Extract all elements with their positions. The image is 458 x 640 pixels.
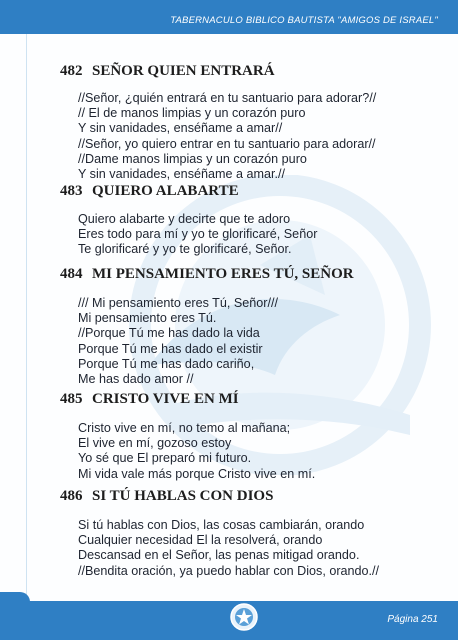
lyric-line: Yo sé que El preparó mi futuro.	[78, 451, 252, 466]
song-number: 482	[60, 63, 83, 79]
lyric-line: Porque Tú me has dado cariño,	[78, 356, 255, 371]
lyric-line: Me has dado amor //	[78, 372, 194, 387]
song-485-lyrics	[78, 421, 315, 482]
lyric-line: /// Mi pensamiento eres Tú, Señor///	[78, 296, 278, 310]
lyric-line: Cualquier necesidad El la resolverá, orando	[78, 533, 323, 548]
song-485-heading	[60, 389, 432, 409]
lyric-line: // El de manos limpias y un corazón puro	[78, 106, 306, 121]
song-title: QUIERO ALABARTE	[92, 183, 239, 199]
lyric-line: Te glorificaré y yo te glorificaré, Señor.	[78, 242, 292, 257]
lyric-line: Descansad en el Señor, las penas mitigad orando.	[78, 548, 360, 563]
lyric-line: Mi vida vale más porque Cristo vive en mí.	[78, 466, 316, 481]
song-number: 485	[60, 391, 83, 407]
lyric-line: Cristo vive en mí, no temo al mañana;	[78, 421, 291, 435]
lyric-line: //Señor, yo quiero entrar en tu santuario para adorar//	[78, 136, 376, 151]
song-title: CRISTO VIVE EN MÍ	[92, 391, 239, 407]
header-title: TABERNACULO BIBLICO BAUTISTA "AMIGOS DE ISRAEL"	[170, 15, 438, 26]
song-title: SI TÚ HABLAS CON DIOS	[92, 488, 274, 504]
song-483-heading	[60, 181, 432, 201]
lyric-line: Y sin vanidades, enséñame a amar.//	[78, 167, 285, 182]
header-band	[0, 0, 458, 34]
lyric-line: //Señor, ¿quién entrará en tu santuario para adorar?//	[78, 91, 377, 105]
lyric-line: //Porque Tú me has dado la vida	[78, 326, 260, 341]
lyric-line: Porque Tú me has dado el existir	[78, 341, 263, 356]
lyric-line: Quiero alabarte y decirte que te adoro	[78, 212, 291, 226]
lyric-line: //Bendita oración, ya puedo hablar con Dios, orando.//	[78, 563, 380, 578]
song-482-lyrics	[78, 91, 376, 182]
lyric-line: Y sin vanidades, enséñame a amar//	[78, 121, 283, 136]
lyric-line: //Dame manos limpias y un corazón puro	[78, 151, 307, 166]
lyric-line: Mi pensamiento eres Tú.	[78, 311, 217, 326]
song-number: 483	[60, 183, 83, 199]
song-486-lyrics	[78, 518, 379, 579]
lyric-line: Si tú hablas con Dios, las cosas cambiarán, orando	[78, 518, 365, 532]
page-number: Página 251	[387, 614, 438, 625]
lyric-line: Eres todo para mí y yo te glorificaré, Señor	[78, 227, 318, 242]
lyric-line: El vive en mí, gozoso estoy	[78, 436, 232, 451]
song-title: SEÑOR QUIEN ENTRARÁ	[92, 63, 275, 79]
song-484-heading	[60, 264, 432, 284]
church-logo-icon	[230, 603, 258, 631]
song-483-lyrics	[78, 212, 317, 258]
song-482-heading	[60, 61, 432, 81]
margin-rule	[26, 34, 27, 602]
song-number: 484	[60, 266, 83, 282]
song-484-lyrics	[78, 296, 278, 387]
song-title: MI PENSAMIENTO ERES TÚ, SEÑOR	[92, 266, 354, 282]
song-486-heading	[60, 486, 432, 506]
song-number: 486	[60, 488, 83, 504]
